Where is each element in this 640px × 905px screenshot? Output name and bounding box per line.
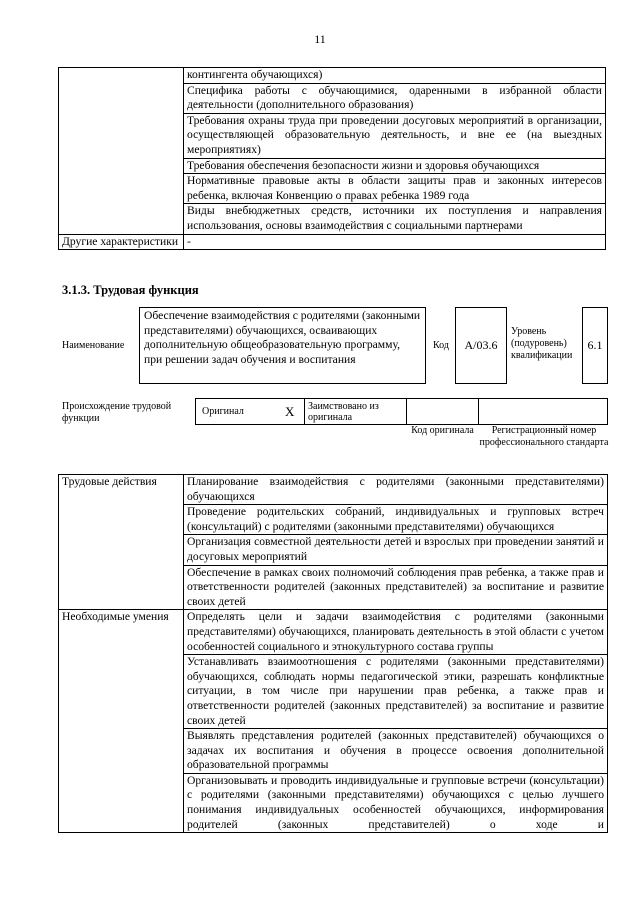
level-box: 6.1 (582, 307, 608, 384)
registration-number-cell (478, 398, 608, 425)
code-label: Код (433, 340, 449, 351)
skill-item: Определять цели и задачи взаимодействия с родителями (законными представителями) обучающихся, планировать деятельность в этой области с учетом особенностей социального и этнокультурного состава группы (184, 610, 608, 655)
borrowed-cell: Заимствовано из оригинала (304, 398, 407, 425)
original-label: Оригинал (202, 406, 244, 417)
table-cell: Требования охраны труда при проведении досуговых мероприятий в организации, осуществляющей образовательную деятельность, и вне ее (на выездных мероприятиях) (184, 113, 606, 158)
level-label: Уровень (подуровень) квалификации (511, 326, 573, 361)
table-cell: - (184, 234, 606, 250)
function-name-box: Обеспечение взаимодействия с родителями (законными представителями) обучающихся, осваивающих дополнительную общеобразовательную программу, при решении задач обучения и воспитания (139, 307, 426, 384)
action-item: Организация совместной деятельности детей и взрослых при проведении занятий и досуговых мероприятий (184, 535, 608, 565)
function-table (58, 474, 608, 833)
original-code-cell (406, 398, 479, 425)
origin-label: Происхождение трудовой функции (62, 401, 172, 424)
code-caption: Код оригинала (411, 425, 474, 436)
actions-label: Трудовые действия (59, 475, 184, 610)
action-item: Обеспечение в рамках своих полномочий соблюдения прав ребенка, а также прав и ответственности родителей (законных представителей) за воспитание и развитие своих детей (184, 565, 608, 610)
table-cell: Виды внебюджетных средств, источники их поступления и направления использования, основы взаимодействия с социальными партнерами (184, 204, 606, 234)
original-mark: X (285, 404, 295, 419)
action-item: Планирование взаимодействия с родителями (законными представителями) обучающихся (184, 475, 608, 505)
action-item: Проведение родительских собраний, индивидуальных и групповых встреч (консультаций) с родителями (законными представителями) обучающихся (184, 505, 608, 535)
original-cell (195, 398, 305, 425)
registration-caption: Регистрационный номер профессионального стандарта (479, 425, 609, 448)
skill-item: Организовывать и проводить индивидуальные и групповые встречи (консультации) с родителями (законными представителями) обучающихся с целью лучшего понимания индивидуальных особенностей обучающихся, информирования родителей (законных представителей) о ходе и (184, 773, 608, 832)
skill-item: Выявлять представления родителей (законных представителей) обучающихся о задачах их воспитания и обучения в процессе освоения дополнительной образовательной программы (184, 729, 608, 774)
table-cell: Нормативные правовые акты в области защиты прав и законных интересов ребенка, включая Конвенцию о правах ребенка 1989 года (184, 174, 606, 204)
table-cell-empty (59, 68, 184, 235)
table-cell: контингента обучающихся) (184, 68, 606, 84)
function-code-box: A/03.6 (455, 307, 507, 384)
section-heading: 3.1.3. Трудовая функция (62, 283, 199, 297)
other-characteristics-label: Другие характеристики (59, 234, 184, 250)
skills-label: Необходимые умения (59, 610, 184, 833)
table-cell: Специфика работы с обучающимися, одаренными в избранной области деятельности (дополнительного образования) (184, 83, 606, 113)
table-cell: Требования обеспечения безопасности жизни и здоровья обучающихся (184, 158, 606, 174)
name-label: Наименование (62, 340, 125, 351)
page-number: 11 (314, 32, 326, 46)
skill-item: Устанавливать взаимоотношения с родителями (законными представителями) обучающихся, соблюдать нормы педагогической этики, разрешать конфликтные ситуации, в том числе при нарушении прав ребенка, а также прав и ответственности родителей (законных представителей) за воспитание и развитие своих детей (184, 655, 608, 729)
knowledge-table (58, 67, 606, 250)
